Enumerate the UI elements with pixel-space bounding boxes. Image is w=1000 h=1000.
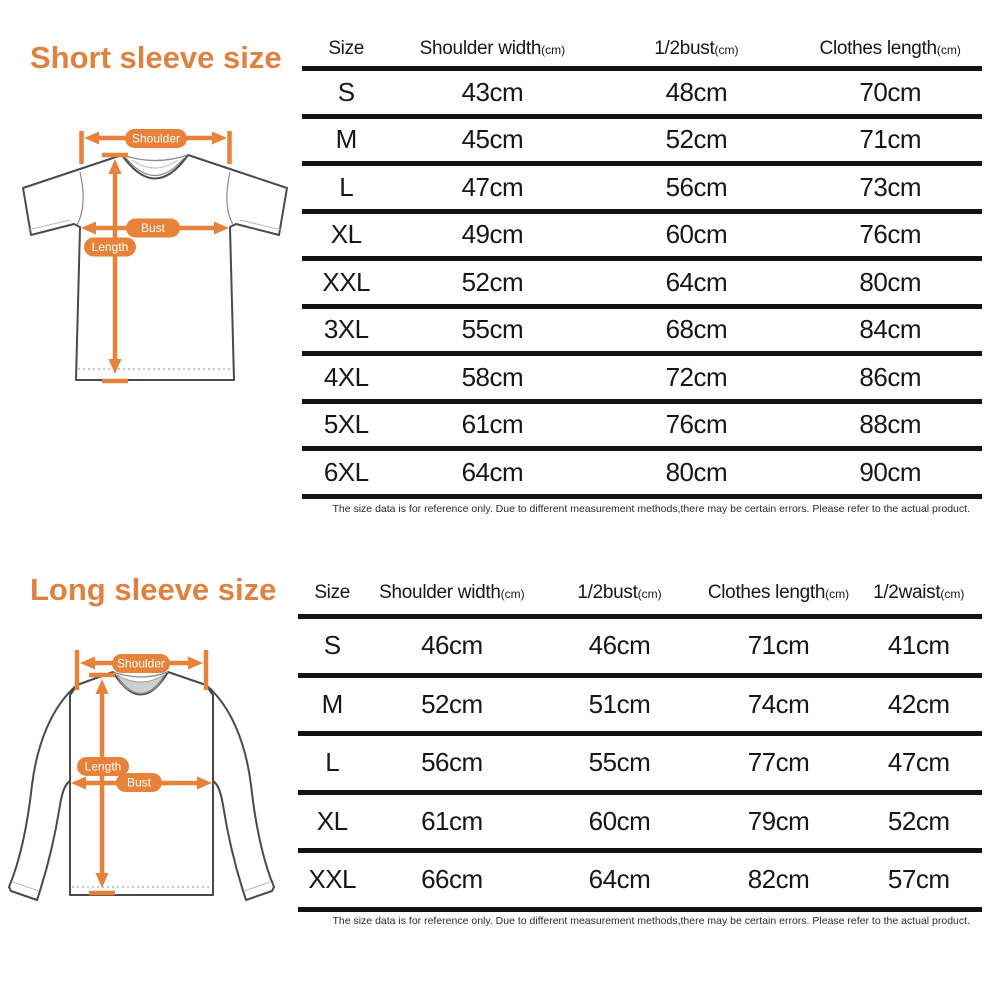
- short-sleeve-disclaimer: The size data is for reference only. Due to different measurement methods,there may be certain errors. Please refer to the actual product.: [332, 503, 970, 515]
- short-sleeve-shirt-diagram: [10, 122, 300, 397]
- column-header: [366, 582, 537, 617]
- size-label-cell: XXL: [298, 851, 366, 910]
- short-sleeve-size-table: [302, 38, 982, 499]
- shoulder-label-pill: [125, 129, 187, 148]
- column-label: Size: [328, 38, 365, 59]
- measurement-cell: 51cm: [537, 675, 701, 734]
- measurement-cell: 73cm: [798, 164, 982, 212]
- size-label-cell: S: [298, 617, 366, 676]
- column-label: 1/2bust: [577, 582, 638, 603]
- shoulder-label: Shoulder: [116, 656, 166, 671]
- column-header: [594, 38, 798, 69]
- column-header: [537, 582, 701, 617]
- measurement-cell: 68cm: [594, 306, 798, 354]
- measurement-cell: 52cm: [366, 675, 537, 734]
- column-label: Size: [314, 582, 351, 603]
- measurement-cell: 58cm: [390, 354, 594, 402]
- short-sleeve-title: Short sleeve size: [30, 40, 282, 75]
- measurement-cell: 42cm: [855, 675, 982, 734]
- measurement-cell: 60cm: [594, 211, 798, 259]
- column-header: [798, 38, 982, 69]
- measurement-cell: 77cm: [702, 734, 856, 793]
- column-unit: (cm): [940, 587, 965, 601]
- size-label-cell: 6XL: [302, 449, 390, 497]
- bust-label: Bust: [140, 221, 166, 235]
- shoulder-label-pill: [112, 654, 170, 673]
- shoulder-label: Shoulder: [131, 131, 181, 146]
- measurement-cell: 88cm: [798, 401, 982, 449]
- size-row: [298, 734, 982, 793]
- size-label-cell: L: [302, 164, 390, 212]
- measurement-cell: 64cm: [594, 259, 798, 307]
- measurement-cell: 80cm: [594, 449, 798, 497]
- size-row: [302, 259, 982, 307]
- column-header: [390, 38, 594, 69]
- size-label-cell: L: [298, 734, 366, 793]
- size-row: [302, 211, 982, 259]
- measurement-cell: 56cm: [366, 734, 537, 793]
- size-label-cell: XXL: [302, 259, 390, 307]
- measurement-cell: 41cm: [855, 617, 982, 676]
- long-sleeve-size-table: [298, 582, 982, 912]
- long-sleeve-disclaimer: The size data is for reference only. Due to different measurement methods,there may be certain errors. Please refer to the actual product.: [332, 915, 970, 927]
- length-label-pill: [77, 757, 129, 776]
- size-row: [302, 69, 982, 117]
- measurement-cell: 71cm: [798, 116, 982, 164]
- size-row: [302, 354, 982, 402]
- long-sleeve-title: Long sleeve size: [30, 572, 277, 607]
- measurement-cell: 46cm: [366, 617, 537, 676]
- measurement-cell: 66cm: [366, 851, 537, 910]
- size-label-cell: 5XL: [302, 401, 390, 449]
- measurement-cell: 52cm: [855, 792, 982, 851]
- measurement-cell: 55cm: [537, 734, 701, 793]
- length-label-pill: [84, 238, 136, 257]
- column-label: Clothes length: [819, 38, 937, 59]
- measurement-cell: 47cm: [390, 164, 594, 212]
- size-row: [302, 306, 982, 354]
- column-header: [302, 38, 390, 69]
- column-label: Shoulder width: [379, 582, 501, 603]
- measurement-cell: 61cm: [366, 792, 537, 851]
- measurement-cell: 72cm: [594, 354, 798, 402]
- column-unit: (cm): [825, 587, 850, 601]
- size-label-cell: M: [302, 116, 390, 164]
- column-header: [298, 582, 366, 617]
- measurement-cell: 64cm: [537, 851, 701, 910]
- bust-label-pill: [126, 219, 180, 238]
- measurement-cell: 45cm: [390, 116, 594, 164]
- left-sleeve: [9, 685, 77, 900]
- size-row: [302, 164, 982, 212]
- size-row: [302, 401, 982, 449]
- measurement-cell: 61cm: [390, 401, 594, 449]
- size-row: [298, 617, 982, 676]
- size-label-cell: 3XL: [302, 306, 390, 354]
- long-sleeve-shirt-diagram: [5, 635, 300, 915]
- column-label: Shoulder width: [419, 38, 542, 59]
- measurement-cell: 71cm: [702, 617, 856, 676]
- table-header-row: [298, 582, 982, 617]
- column-label: Clothes length: [707, 582, 826, 603]
- table-header-row: [302, 38, 982, 69]
- size-label-cell: XL: [298, 792, 366, 851]
- measurement-cell: 80cm: [798, 259, 982, 307]
- measurement-cell: 86cm: [798, 354, 982, 402]
- measurement-cell: 57cm: [855, 851, 982, 910]
- measurement-cell: 43cm: [390, 69, 594, 117]
- collar-back-line: [122, 155, 188, 161]
- right-sleeve: [206, 685, 274, 900]
- column-unit: (cm): [936, 43, 961, 57]
- measurement-cell: 79cm: [702, 792, 856, 851]
- column-unit: (cm): [637, 587, 662, 601]
- measurement-cell: 46cm: [537, 617, 701, 676]
- column-header: [855, 582, 982, 617]
- length-label: Length: [84, 759, 122, 774]
- measurement-cell: 52cm: [390, 259, 594, 307]
- measurement-cell: 55cm: [390, 306, 594, 354]
- size-label-cell: S: [302, 69, 390, 117]
- measurement-cell: 84cm: [798, 306, 982, 354]
- tshirt-outline: [23, 155, 287, 380]
- column-unit: (cm): [541, 43, 566, 57]
- bust-label-pill: [116, 773, 162, 792]
- measurement-cell: 48cm: [594, 69, 798, 117]
- size-row: [298, 675, 982, 734]
- size-label-cell: M: [298, 675, 366, 734]
- column-unit: (cm): [500, 587, 525, 601]
- size-row: [298, 792, 982, 851]
- column-unit: (cm): [714, 43, 739, 57]
- column-label: 1/2waist: [873, 582, 941, 603]
- column-header: [702, 582, 856, 617]
- measurement-cell: 74cm: [702, 675, 856, 734]
- measurement-cell: 76cm: [798, 211, 982, 259]
- size-row: [302, 449, 982, 497]
- column-label: 1/2bust: [654, 38, 715, 59]
- measurement-cell: 56cm: [594, 164, 798, 212]
- size-row: [298, 851, 982, 910]
- measurement-cell: 64cm: [390, 449, 594, 497]
- size-row: [302, 116, 982, 164]
- measurement-cell: 49cm: [390, 211, 594, 259]
- collar-hatch-line: [132, 160, 178, 168]
- measurement-cell: 60cm: [537, 792, 701, 851]
- measurement-cell: 82cm: [702, 851, 856, 910]
- size-label-cell: XL: [302, 211, 390, 259]
- measurement-cell: 90cm: [798, 449, 982, 497]
- measurement-cell: 52cm: [594, 116, 798, 164]
- measurement-cell: 47cm: [855, 734, 982, 793]
- length-label: Length: [91, 240, 129, 254]
- measurement-cell: 76cm: [594, 401, 798, 449]
- size-label-cell: 4XL: [302, 354, 390, 402]
- measurement-cell: 70cm: [798, 69, 982, 117]
- bust-label: Bust: [126, 775, 152, 790]
